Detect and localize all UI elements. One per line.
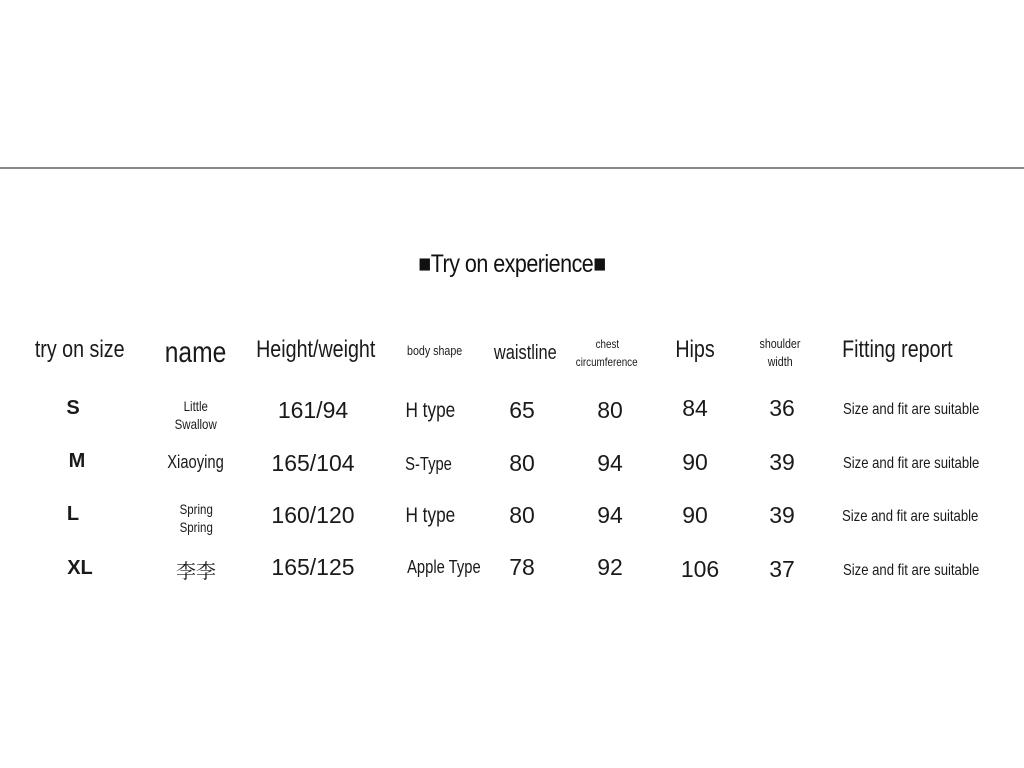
row-body-shape: Apple Type	[407, 557, 481, 577]
row-height-weight: 161/94	[277, 397, 349, 423]
header-shoulder-width: shoulder width	[759, 336, 801, 369]
row-chest: 80	[597, 397, 623, 423]
row-report: Size and fit are suitable	[841, 508, 979, 525]
header-name: name	[165, 336, 227, 369]
row-shoulder: 37	[769, 556, 795, 582]
row-waistline: 80	[509, 450, 535, 476]
row-hips: 84	[682, 395, 708, 421]
row-chest: 94	[597, 450, 623, 476]
row-hips: 90	[682, 449, 708, 475]
row-shoulder: 39	[769, 502, 795, 528]
header-waistline: waistline	[493, 342, 557, 364]
row-body-shape: H type	[405, 504, 455, 527]
row-shoulder: 36	[769, 395, 795, 421]
header-chest-circumference: chest circumference	[576, 337, 638, 369]
row-body-shape: S-Type	[405, 454, 453, 474]
row-height-weight: 165/125	[271, 554, 355, 580]
row-hips: 106	[680, 556, 720, 582]
header-try-on-size: try on size	[35, 336, 125, 363]
row-size: L	[66, 503, 80, 525]
row-waistline: 65	[509, 397, 535, 423]
row-size: XL	[67, 557, 93, 579]
row-hips: 90	[682, 502, 708, 528]
row-size: S	[66, 397, 80, 419]
row-name: Little Swallow	[174, 398, 218, 432]
row-report: Size and fit are suitable	[842, 562, 980, 579]
row-shoulder: 39	[769, 449, 795, 475]
row-waistline: 78	[509, 554, 535, 580]
row-report: Size and fit are suitable	[842, 401, 980, 418]
row-name: 李李	[176, 561, 216, 583]
row-name: Xiaoying	[167, 452, 225, 472]
row-height-weight: 165/104	[271, 450, 355, 476]
header-height-weight: Height/weight	[256, 336, 376, 363]
row-name: Spring Spring	[179, 501, 213, 535]
horizontal-divider	[0, 167, 1024, 169]
row-height-weight: 160/120	[271, 502, 355, 528]
header-body-shape: body shape	[407, 343, 463, 358]
row-chest: 92	[597, 554, 623, 580]
header-fitting-report: Fitting report	[842, 336, 953, 363]
header-hips: Hips	[675, 336, 715, 363]
row-waistline: 80	[509, 502, 535, 528]
row-body-shape: H type	[405, 399, 455, 422]
row-size: M	[68, 450, 86, 472]
row-report: Size and fit are suitable	[842, 455, 980, 472]
page-title: ■Try on experience■	[418, 250, 606, 278]
row-chest: 94	[597, 502, 623, 528]
